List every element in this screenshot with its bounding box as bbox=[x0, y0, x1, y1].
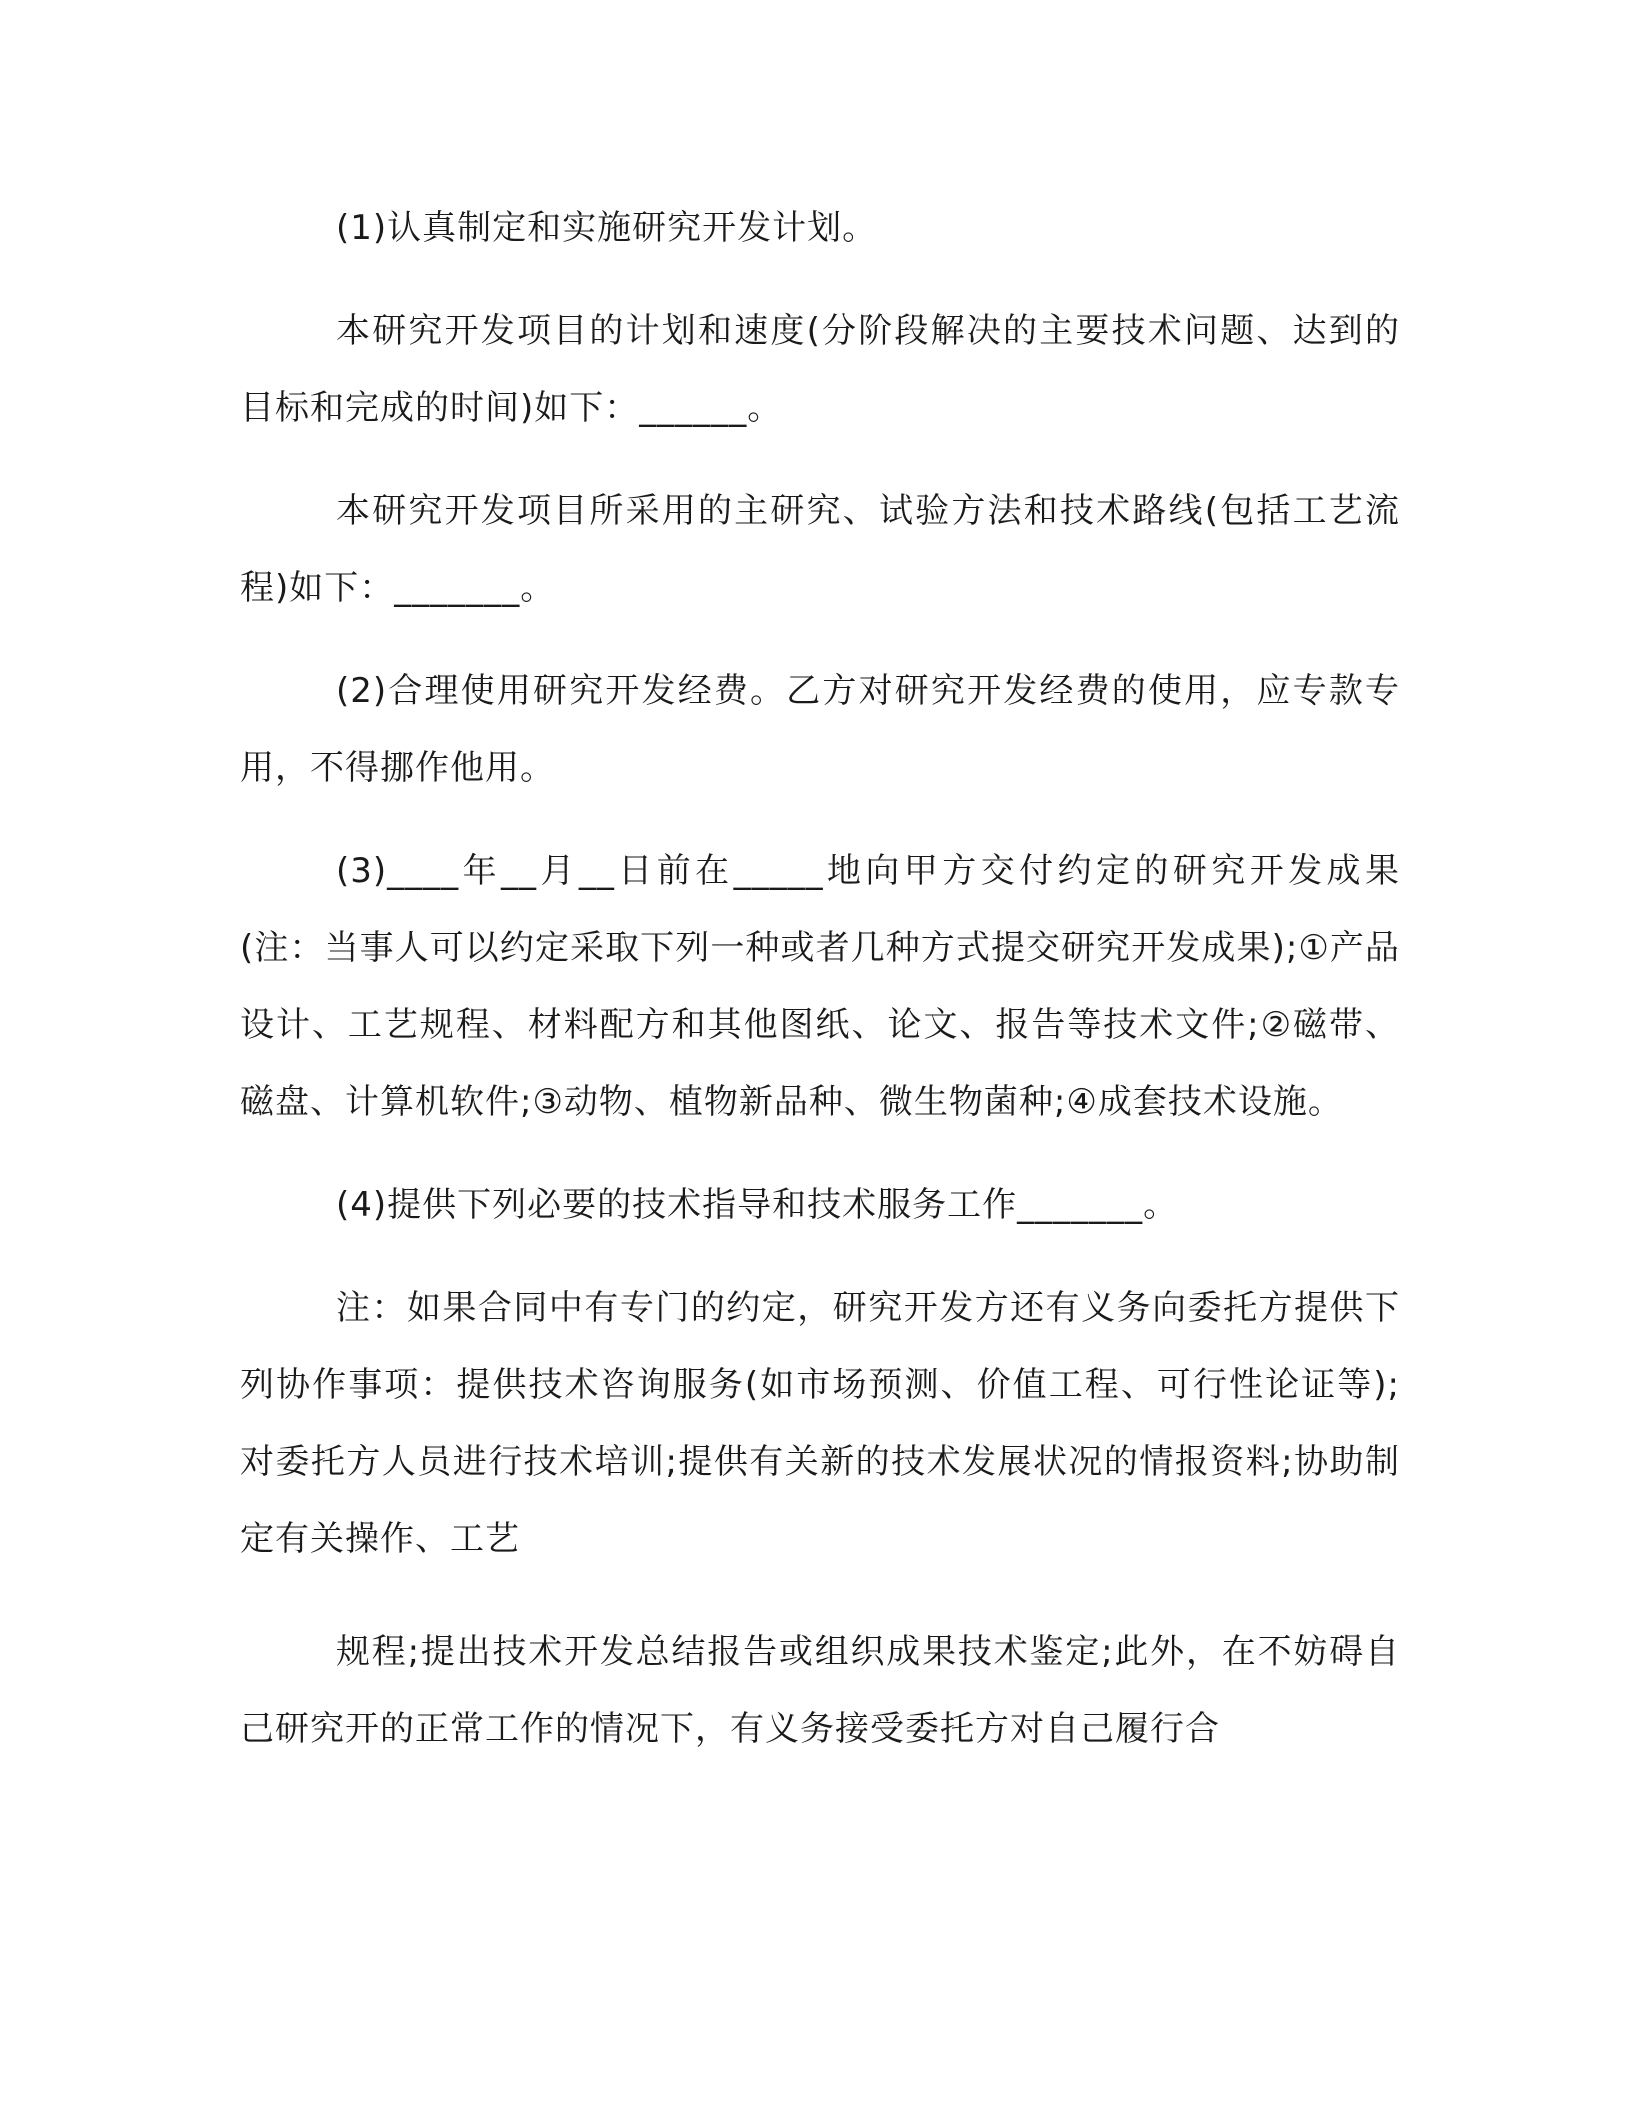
paragraph-funding: (2)合理使用研究开发经费。乙方对研究开发经费的使用，应专款专用，不得挪作他用。 bbox=[240, 671, 1400, 788]
document-body bbox=[240, 190, 1400, 1794]
paragraph-continuation: 规程;提出技术开发总结报告或组织成果技术鉴定;此外，在不妨碍自己研究开的正常工作的情况下，有义务接受委托方对自己履行合 bbox=[240, 1632, 1400, 1749]
paragraph-schedule: 本研究开发项目的计划和速度(分阶段解决的主要技术问题、达到的目标和完成的时间)如下：______。 bbox=[240, 311, 1400, 428]
paragraph-note: 注：如果合同中有专门的约定，研究开发方还有义务向委托方提供下列协作事项：提供技术咨询服务(如市场预测、价值工程、可行性论证等);对委托方人员进行技术培训;提供有关新的技术发展状况的情报资料;协助制定有关操作、工艺 bbox=[240, 1288, 1400, 1559]
paragraph-delivery: (3)____年__月__日前在_____地向甲方交付约定的研究开发成果(注：当事人可以约定采取下列一种或者几种方式提交研究开发成果);①产品设计、工艺规程、材料配方和其他图纸、论文、报告等技术文件;②磁带、磁盘、计算机软件;③动物、植物新品种、微生物菌种;④成套技术设施。 bbox=[240, 851, 1400, 1122]
paragraph-plan: (1)认真制定和实施研究开发计划。 bbox=[336, 208, 878, 248]
paragraph-methods: 本研究开发项目所采用的主研究、试验方法和技术路线(包括工艺流程)如下：_______。 bbox=[240, 491, 1400, 608]
paragraph-technical-service: (4)提供下列必要的技术指导和技术服务工作_______。 bbox=[336, 1185, 1179, 1225]
